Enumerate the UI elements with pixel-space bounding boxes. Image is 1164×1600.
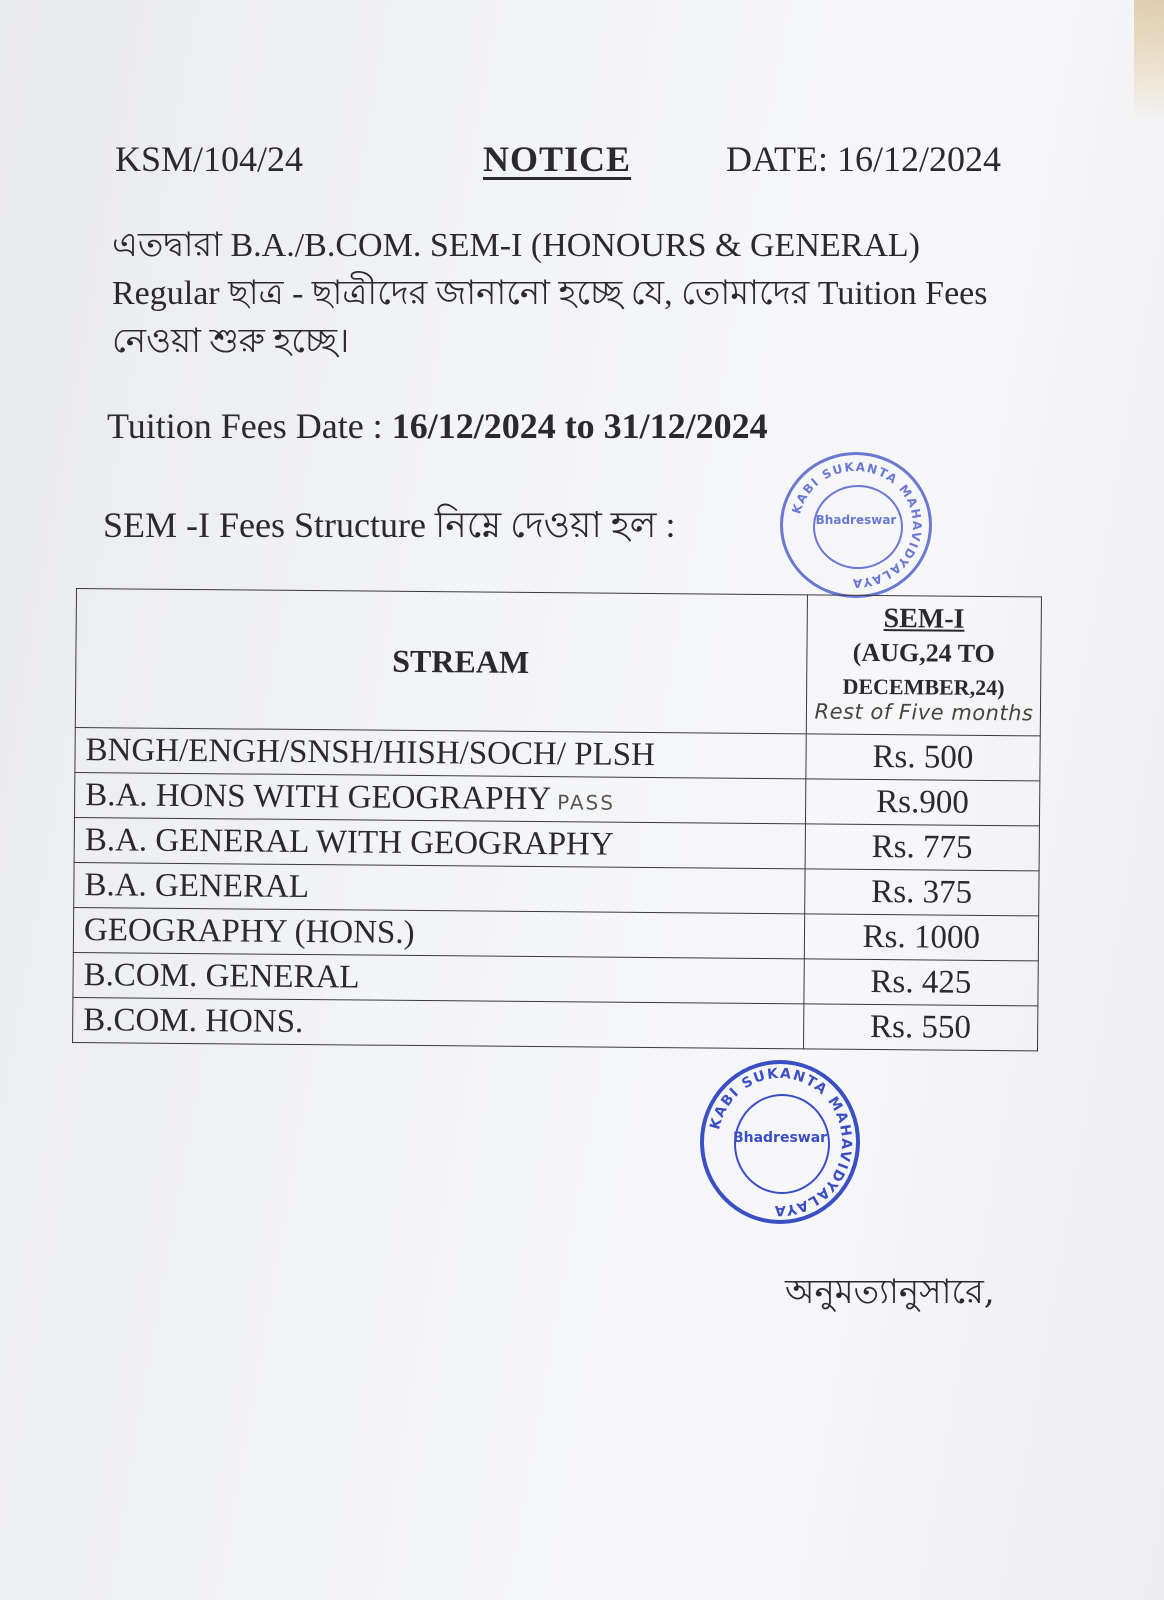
- college-seal-lower: [700, 1060, 860, 1224]
- svg-text:KABI SUKANTA MAHAVIDYALAYA: KABI SUKANTA MAHAVIDYALAYA: [707, 1065, 855, 1219]
- seal-inner-ring: [813, 485, 903, 569]
- stream-cell: GEOGRAPHY (HONS.): [73, 907, 804, 958]
- intro-line-2: Regular ছাত্র - ছাত্রীদের জানানো হচ্ছে যে, তোমাদের Tuition Fees: [112, 275, 988, 312]
- notice-date: DATE: 16/12/2024: [726, 139, 1001, 179]
- fee-cell: Rs. 500: [806, 734, 1041, 781]
- reference-number: KSM/104/24: [115, 139, 304, 179]
- fees-structure-heading: SEM -I Fees Structure নিম্নে দেওয়া হল :: [103, 505, 676, 545]
- tuition-fees-date-label: Tuition Fees Date :: [107, 406, 392, 446]
- tuition-fees-date: [107, 405, 768, 447]
- paper-edge: [1134, 0, 1164, 120]
- fees-table: [72, 588, 1042, 1051]
- notice-title: NOTICE: [483, 139, 632, 179]
- table-row: [73, 997, 1038, 1050]
- svg-text:KABI SUKANTA MAHAVIDYALAYA: KABI SUKANTA MAHAVIDYALAYA: [789, 459, 925, 591]
- sem-range-2: DECEMBER,24): [842, 673, 1005, 701]
- fee-cell: Rs. 1000: [804, 914, 1039, 961]
- college-seal-upper: [780, 452, 932, 598]
- fee-cell: Rs. 425: [804, 959, 1039, 1006]
- seal-place: Bhadreswar: [732, 1130, 828, 1146]
- handwritten-pass-note: PASS: [557, 789, 616, 815]
- intro-line-1: এতদ্বারা B.A./B.COM. SEM-I (HONOURS & GENERAL): [112, 227, 920, 264]
- stream-column-header: STREAM: [75, 589, 807, 734]
- seal-place: Bhadreswar: [815, 513, 897, 527]
- intro-line-3: নেওয়া শুরু হচ্ছে।: [112, 323, 350, 360]
- sem-column-header: [806, 595, 1042, 736]
- handwritten-note: Rest of Five months: [814, 699, 1034, 726]
- fee-cell: Rs. 775: [805, 824, 1040, 871]
- stream-cell: B.A. GENERAL: [74, 862, 805, 913]
- stream-cell: BNGH/ENGH/SNSH/HISH/SOCH/ PLSH: [75, 727, 806, 778]
- table-header-row: [75, 589, 1041, 736]
- intro-paragraph: [112, 222, 1042, 366]
- stream-cell: B.A. HONS WITH GEOGRAPHY PASS: [74, 772, 805, 823]
- stream-cell: B.COM. GENERAL: [73, 952, 804, 1003]
- signature-line: অনুমত্যানুসারে,: [785, 1272, 995, 1312]
- fee-cell: Rs. 375: [804, 869, 1039, 916]
- stream-cell: B.A. GENERAL WITH GEOGRAPHY: [74, 817, 805, 868]
- tuition-fees-date-range: 16/12/2024 to 31/12/2024: [391, 406, 768, 446]
- stream-cell: B.COM. HONS.: [73, 997, 804, 1048]
- fee-cell: Rs.900: [805, 779, 1040, 826]
- sem-range-1: (AUG,24 TO: [852, 637, 995, 669]
- fee-cell: Rs. 550: [803, 1004, 1038, 1051]
- sem-title: SEM-I: [883, 603, 965, 635]
